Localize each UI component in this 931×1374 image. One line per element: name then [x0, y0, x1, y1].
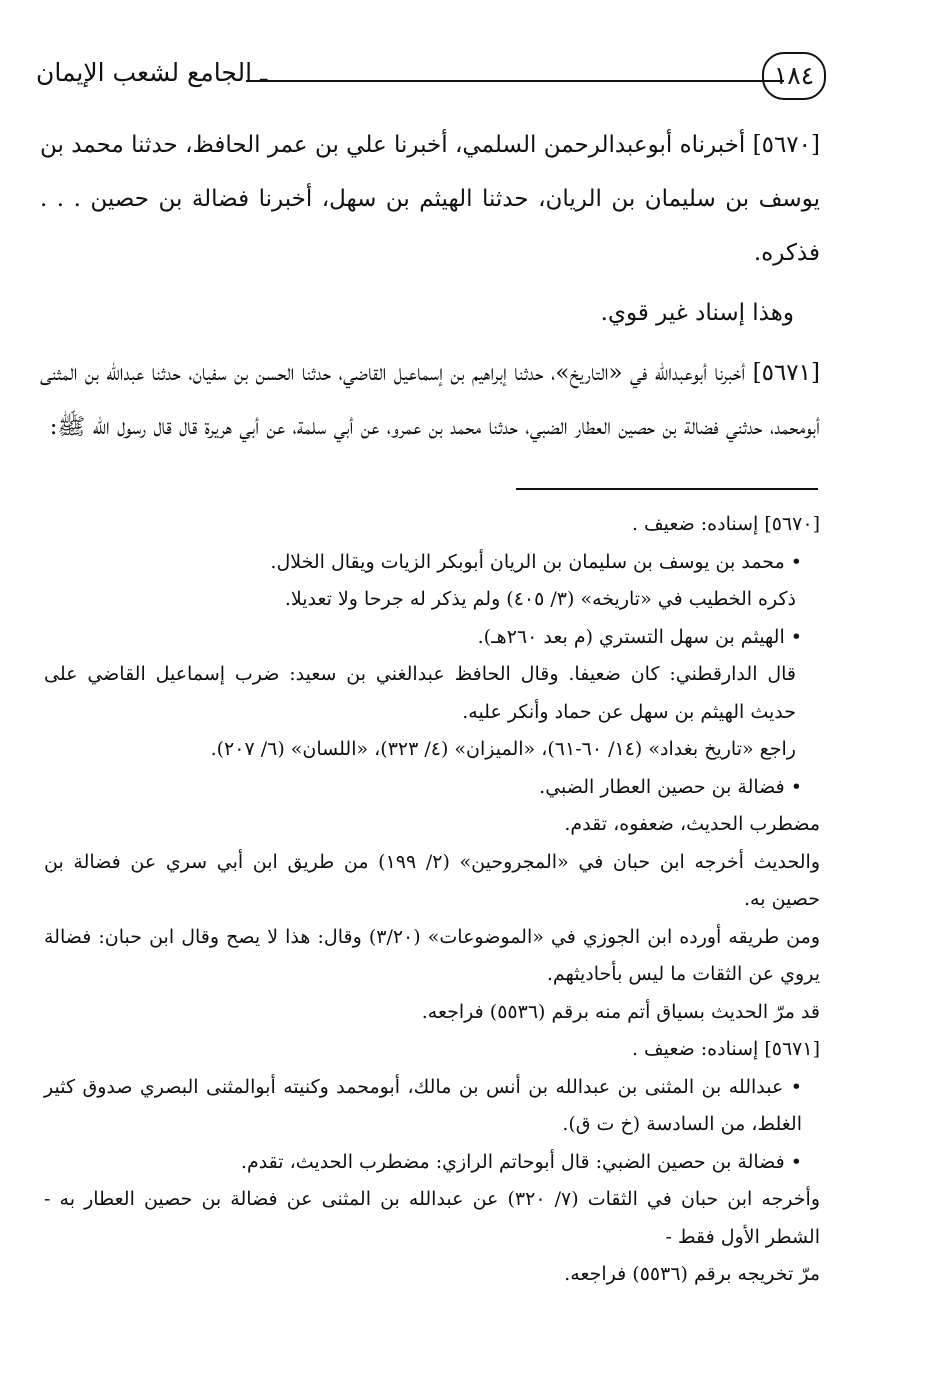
footnote-line: مضطرب الحديث، ضعفوه، تقدم. [564, 813, 820, 835]
footnote-line: • فضالة بن حصين الضبي: قال أبوحاتم الرازي: مضطرب الحديث، تقدم. [240, 1150, 802, 1173]
footnote-line: • الهيثم بن سهل التستري (م بعد ٢٦٠هـ). [477, 625, 802, 648]
footnote-line: مرّ تخريجه برقم (٥٥٣٦) فراجعه. [564, 1263, 820, 1285]
header-rule [246, 80, 784, 82]
footnote-line: [٥٦٧٠] إسناده: ضعيف . [631, 513, 820, 535]
hadith-5670: [٥٦٧٠] أخبرناه أبوعبدالرحمن السلمي، أخبرنا علي بن عمر الحافظ، حدثنا محمد بن يوسف بن سليمان بن الريان، حدثنا الهيثم بن سهل، أخبرنا فضالة بن حصين . . . فذكره. [40, 132, 820, 266]
footnote-line: ومن طريقه أورده ابن الجوزي في «الموضوعات» (٣/٢٠) وقال: هذا لا يصح وقال ابن حبان: فضالة يروي عن الثقات ما ليس بأحاديثهم. [44, 925, 821, 985]
footnote-line: والحديث أخرجه ابن حبان في «المجروحين» (٢/ ١٩٩) من طريق ابن أبي سري عن فضالة بن حصين به. [44, 850, 820, 910]
footnote-line: وأخرجه ابن حبان في الثقات (٧/ ٣٢٠) عن عبدالله بن المثنى عن فضالة بن حصين العطار به - الشطر الأول فقط - [44, 1188, 820, 1248]
footnote-line: قد مرّ الحديث بسياق أتم منه برقم (٥٥٣٦) فراجعه. [421, 1000, 820, 1023]
footnote-line: • محمد بن يوسف بن سليمان بن الريان أبوبكر الزيات ويقال الخلال. [270, 550, 802, 573]
hadith-5671: [٥٦٧١] أخبرنا أبوعبدالله في «التاريخ»، حدثنا إبراهيم بن إسماعيل القاضي، حدثنا الحسن بن سفيان، حدثنا عبدالله بن المثنى أبومحمد، حدثني فضالة بن حصين العطار الضبي، حدثنا محمد بن عمرو، عن أبي سلمة، عن أبي هريرة قال قال رسول الله ﷺ: [40, 360, 820, 440]
main-text [40, 118, 820, 460]
page-header [36, 48, 826, 104]
footnote-line: قال الدارقطني: كان ضعيفا. وقال الحافظ عبدالغني بن سعيد: ضرب إسماعيل القاضي على حديث الهيثم بن سهل عن حماد وأنكر عليه. [44, 663, 796, 723]
footnote-line: [٥٦٧١] إسناده: ضعيف . [631, 1038, 820, 1060]
isnad-remark: وهذا إسناد غير قوي. [600, 300, 794, 326]
footnote-line: • فضالة بن حصين العطار الضبي. [539, 775, 802, 798]
footnote-divider [516, 488, 818, 490]
footnote-line: راجع «تاريخ بغداد» (١٤/ ٦٠-٦١)، «الميزان» (٤/ ٣٢٣)، «اللسان» (٦/ ٢٠٧). [210, 738, 796, 760]
book-title: ـ الجامع لشعب الإيمان [36, 58, 268, 87]
footnote-line: ذكره الخطيب في «تاريخه» (٣/ ٤٠٥) ولم يذكر له جرحا ولا تعديلا. [284, 588, 796, 610]
footnotes [44, 506, 820, 1294]
footnote-line: • عبدالله بن المثنى بن عبدالله بن أنس بن مالك، أبومحمد وكنيته أبوالمثنى البصري صدوق كثير الغلط، من السادسة (خ ت ق). [44, 1075, 802, 1135]
page-number: ١٨٤ [762, 52, 826, 100]
